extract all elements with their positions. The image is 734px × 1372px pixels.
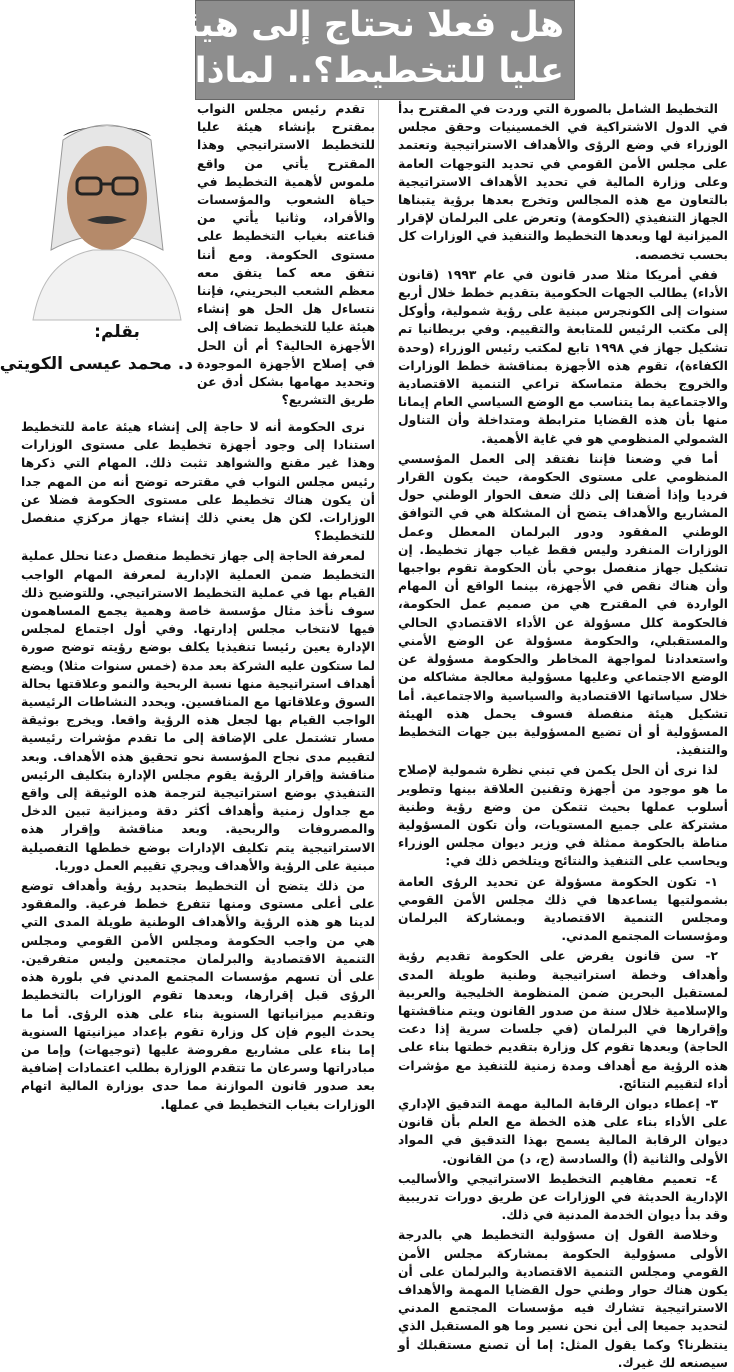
author-portrait-icon: [23, 100, 191, 320]
headline-line-1: هل فعلا نحتاج إلى هيئة: [164, 5, 564, 45]
paragraph: أما في وضعنا فإننا نفتقد إلى العمل المؤسسي المنظومي على مستوى الحكومة، حيث يكون القرار فرديا وإذا أضفنا إلى ذلك ضعف الحوار الوطني حول المشاريع والأهداف يتضح أن المشكلة هي في التوافق الوطني المفقود ودور البرلمان المعطل وعمل الوزارات المنفرد وليس فقط غياب جهاز تخطيط. إن تشكيل جهاز منفصل بوحي بأن الحكومة تقوم بواجبها وأن هناك نقص في الأجهزة، بينما الواقع أن المهام الواردة في المقترح هي من صميم عمل الحكومة، فالحكومة كلل مسؤولة عن الأداء الاقتصادي الحالي والمستقبلي، والحكومة مسؤولة عن الوضع الأمني واستعدادنا لمواجهة المخاطر والحكومة مسؤولة عن الوضع الاجتماعي وعليها مسؤولية معالجة مشاكله من خلال سياساتها الاقتصادية والسياسية والاجتماعية. أما تشكيل هيئة منفصلة فسوف يحمل هذه الهيئة المسؤولية أو أن تضيع المسؤولية بين جهات التخطيط والتنفيذ.: [398, 451, 728, 758]
paragraph: تقدم رئيس مجلس النواب بمقترح بإنشاء هيئة عليا للتخطيط الاستراتيجي وهذا المقترح يأتي من واقع ملموس لأهمية التخطيط في حياة الشعوب والمؤسسات والأفراد، وثانيا يأتي من قناعته بغياب التخطيط على مستوى الحكومة. ومع أننا نتفق معه كما يتفق معه معظم الشعب البحريني، فإننا نتساءل هل الحل هو إنشاء هيئة عليا للتخطيط تضاف إلى الأجهزة الحالية؟ أم أن الحل في إصلاح الأجهزة الموجودة وتحديد مهامها بشكل أدق عن طريق التشريع؟: [197, 102, 375, 408]
paragraph: ففي أمريكا مثلا صدر قانون في عام ١٩٩٣ (قانون الأداء) يطالب الجهات الحكومية بتقديم خطط خلال أربع سنوات إلى الكونجرس مبنية على رؤية شمولية، وأوكل إلى مكتب الرئيس للمتابعة والتقييم. وفي بريطانيا تم تشكيل جهاز في ١٩٩٨ تابع لمكتب رئيس الوزراء (وحدة الكفاءة)، تقوم هذه الأجهزة بمناقشة خطط الوزارات والخروج بخطة متماسكة تراعي التنمية الاقتصادية والاجتماعية بما يتناسب مع الوضع السياسي العام إيمانا منها بأن هذه القضايا مترابطة ومتداخلة وأن التناول الشمولي المنظومي هو في غاية الأهمية.: [398, 267, 728, 446]
article-column-left: [21, 418, 375, 1308]
paragraph: التخطيط الشامل بالصورة التي وردت في المقترح بدأ في الدول الاشتراكية في الخمسينيات وحقق مجلس الوزراء في وضع الرؤى والأهداف الاستراتيجية وتعتمد على مجلس الأمن القومي في تحديد التوجهات العامة وعلى وزارة المالية في تحديد الأهداف الاستراتيجية بالتعاون مع هذه المجالس وتخرج بعدها برؤية يتبناها الجهاز التنفيذي (الحكومة) وتعرض على البرلمان لإقرار الميزانية لها وبعدها التخطيط والتنفيذ في الوزارات كل بحسب تخصصه.: [398, 102, 728, 262]
byline-label: بقلم:: [94, 322, 140, 342]
headline-line-2: عليا للتخطيط؟.. لماذا؟: [174, 51, 564, 91]
paragraph: من ذلك يتضح أن التخطيط بتحديد رؤية وأهداف توضع على أعلى مستوى ومنها تتفرع خطط فرعية. والمفقود لدينا هو هذه الرؤية والأهداف الوطنية طويلة المدى التي هي من واجب الحكومة ومجلس الأمن القومي ومجلس التنمية الاقتصادية والبرلمان مجتمعين وليس متفرقين. على أن تسهم مؤسسات المجتمع المدني في بلورة هذه الرؤى قبل إقرارها، وبعدها تقوم الوزارات بالتخطيط وتقديم ميزانياتها السنوية بناء على هذه الرؤى. أما ما يحدث اليوم فإن كل وزارة تقوم بإعداد ميزانيتها السنوية إما بناء على مشاريع مفروضة عليها (توجيهات) وإما من مبادراتها وسرعان ما تتقدم الوزارة بطلب اعتمادات إضافية بعد صدور قانون الموازنة مما حدى بوزارة المالية اتهام الوزارات بغياب التخطيط في عملها.: [21, 879, 375, 1112]
paragraph: ٤- تعميم مفاهيم التخطيط الاستراتيجي والأساليب الإدارية الحديثة في الوزارات عن طريق دورات تدريبية وقد بدأ ديوان الخدمة المدنية في ذلك.: [398, 1171, 728, 1223]
article-column-left-top: [197, 100, 375, 418]
headline-banner: [164, 0, 575, 100]
author-name: د. محمد عيسى الكويتي: [0, 354, 193, 374]
paragraph: وخلاصة القول إن مسؤولية التخطيط هي بالدرجة الأولى مسؤولية الحكومة بمشاركة مجلس الأمن القومي ومجلس التنمية الاقتصادية والبرلمان على أن يكون هناك حوار وطني حول القضايا المهمة والأهداف الاستراتيجية تشارك فيه مؤسسات المجتمع المدني لتحديد جميعا إلى أين نحن نسير وما هو المستقبل الذي ينتظرنا؟ وكما يقول المثل: إما أن تصنع مستقبلك أو سيصنعه لك غيرك.: [398, 1228, 728, 1370]
paragraph: نرى الحكومة أنه لا حاجة إلى إنشاء هيئة عامة للتخطيط استنادا إلى وجود أجهزة تخطيط على مستوى الوزارات وهذا غير مقنع والشواهد تثبت ذلك. المهام التي ذكرها رئيس مجلس النواب في مقترحه توضح أنه من المهم جدا أن يكون هناك تخطيط على مستوى الحكومة فضلا عن الوزارات. لكن هل يعني ذلك إنشاء جهاز مركزي منفصل للتخطيط؟: [21, 420, 375, 544]
paragraph: لذا نرى أن الحل يكمن في تبني نظرة شمولية لإصلاح ما هو موجود من أجهزة وتقنين العلاقة بينها وتطوير أسلوب عملها بحيث تتمكن من وضع رؤية وطنية مشتركة على جميع المستويات، وأن تكون المسؤولية مناطة بالحكومة ممثلة في وزير ديوان مجلس الوزراء ويحاسب على التنفيذ والنتائج ويتلخص ذلك في:: [398, 763, 728, 869]
author-portrait-svg: [23, 100, 191, 320]
article-column-right: [398, 100, 728, 1370]
paragraph: ٣- إعطاء ديوان الرقابة المالية مهمة التدقيق الإداري على الأداء بناء على هذه الخطة مع العلم بأن قانون ديوان الرقابة المالية يسمح بهذا التدقيق في المواد الأولى والثانية (أ) والسادسة (ج، د) من القانون.: [398, 1096, 728, 1166]
paragraph: لمعرفة الحاجة إلى جهاز تخطيط منفصل دعنا نحلل عملية التخطيط ضمن العملية الإدارية لمعرفة المهام الواجب القيام بها في عملية التخطيط الاستراتيجي. وللتوضيح ذلك سوف نأخذ مثال مؤسسة خاصة وهمية يجمع المساهمون فيها لانتخاب مجلس إدارتها. وفي أول اجتماع لمجلس الإدارة يعين رئيسا تنفيذيا يكلف بوضع رؤيته توضح صورة لما ستكون عليه الشركة بعد مدة (خمس سنوات مثلا) ويضع أهداف استراتيجية منها نسبة الربحية والنمو وعلاقتها بحالة السوق وعلاقاتها مع المنافسين. ويحدد النشاطات الرئيسية الواجب القيام بها لجعل هذه الرؤية واقعا. ويخرج بوثيقة مسار تشتمل على الإضافة إلى ما تقدم مؤشرات رئيسية لتقييم مدى نجاح المؤسسة نحو تحقيق هذه الأهداف. وبعد مناقشة وإقرار الرؤية يقوم مجلس الإدارة بتكليف الرئيس التنفيذي بوضع استراتيجية لترجمة هذه الوثيقة إلى واقع مع جداول زمنية وأهداف أكثر دقة وميزانية تبين الدخل والمصروفات والربحية. وبعد مناقشة وإقرار هذه الاستراتيجية يتم تكليف الإدارات بوضع خططها التفصيلية مبنية على الرؤية والأهداف ويجري تقييم العمل دوريا.: [21, 549, 375, 873]
paragraph: ١- تكون الحكومة مسؤولة عن تحديد الرؤى العامة بشمولتيها يساعدها في ذلك مجلس الأمن القومي ومجلس التنمية الاقتصادية وبمشاركة البرلمان ومؤسسات المجتمع المدني.: [398, 874, 728, 944]
paragraph: ٢- سن قانون يفرض على الحكومة تقديم رؤية وأهداف وخطة استراتيجية وطنية طويلة المدى لمستقبل البحرين ضمن المنظومة الخليجية والعربية والإسلامية خلال سنة من صدور القانون ويتم مناقشتها وإقرارها في البرلمان (في جلسات سرية إذا دعت الحاجة) وبعدها تقوم كل وزارة بتقديم خطتها بناء على هذه الرؤية مع أهداف ومدة زمنية للتنفيذ مع مؤشرات أداء لتقييم النتائج.: [398, 949, 728, 1091]
column-divider: [378, 100, 379, 990]
